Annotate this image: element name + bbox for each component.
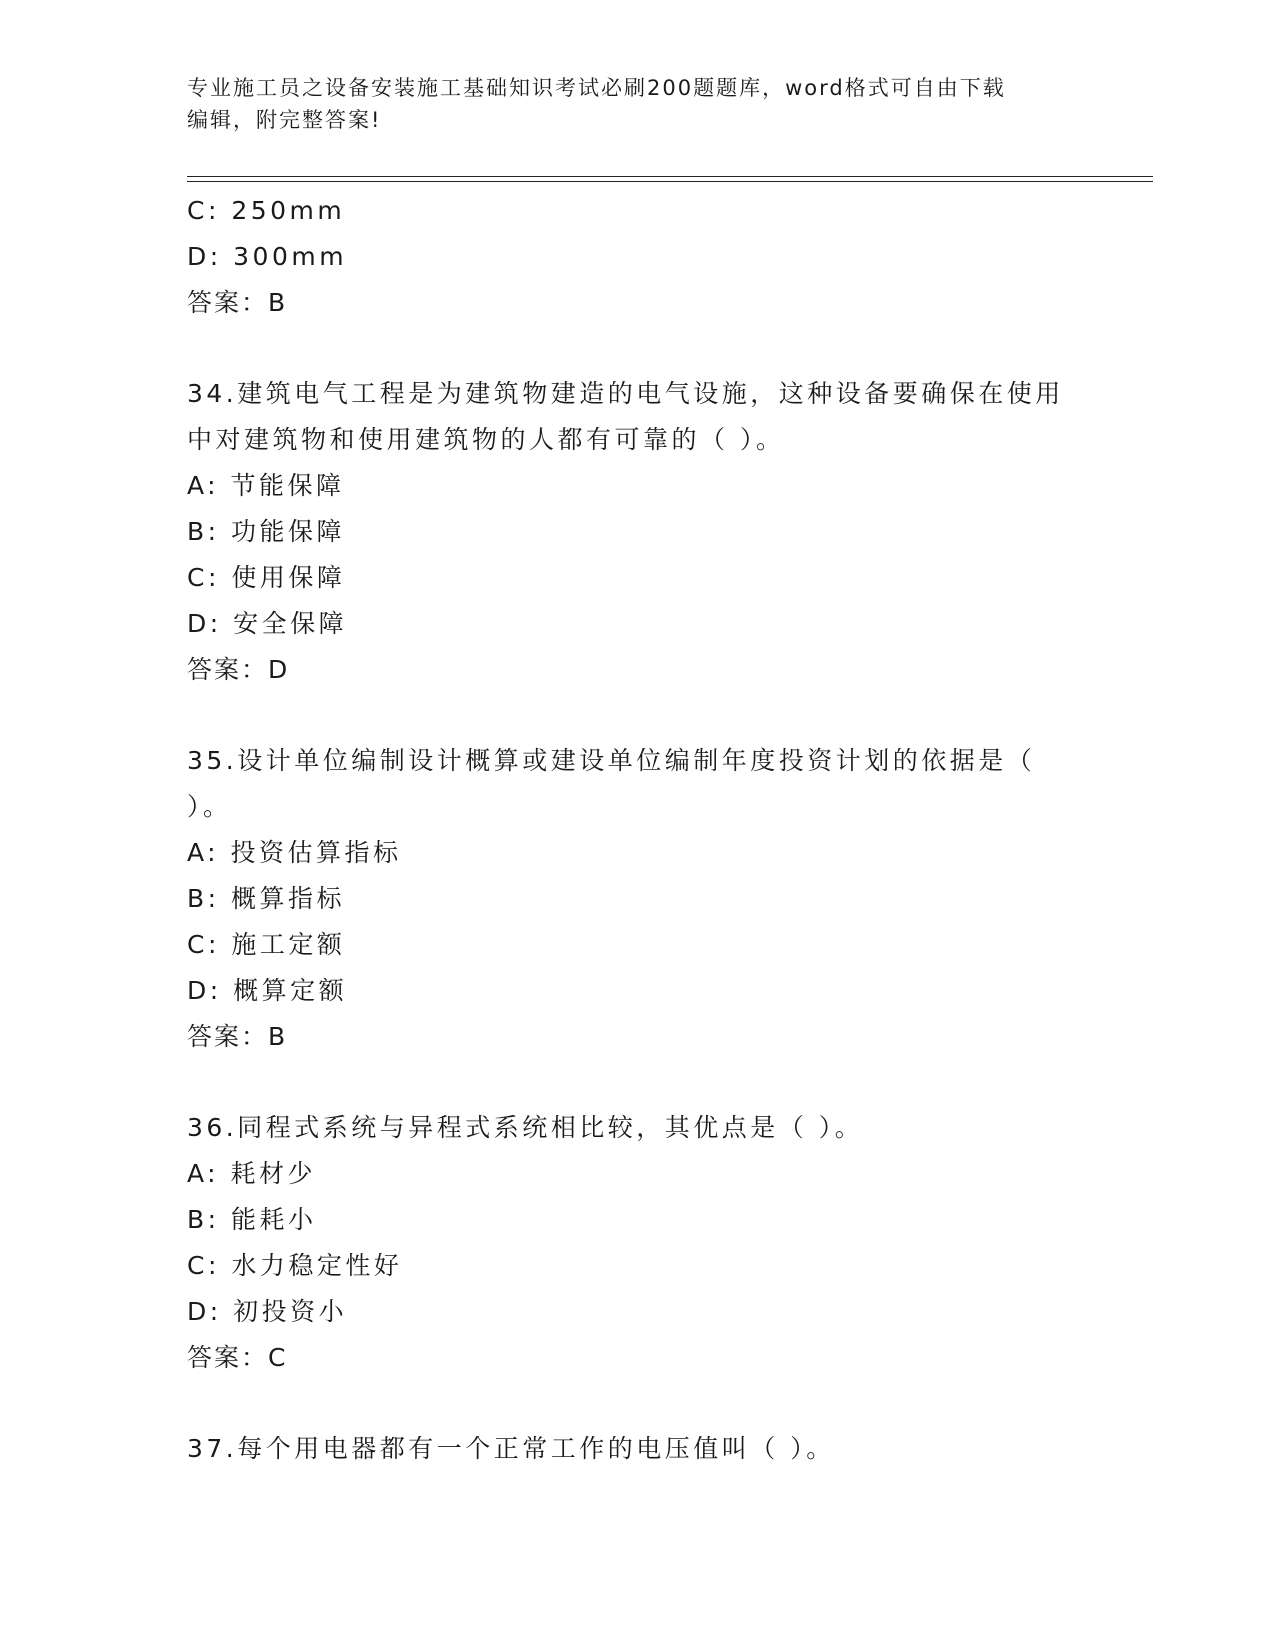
option-c: C: 250mm xyxy=(187,196,346,225)
answer-line: 答案：B xyxy=(187,1022,288,1051)
previous-question-tail xyxy=(187,188,1087,326)
answer-line: 答案：D xyxy=(187,655,290,684)
question-36 xyxy=(187,1105,1087,1381)
question-text-line: 35.设计单位编制设计概算或建设单位编制年度投资计划的依据是（ xyxy=(187,746,1036,775)
option-c: C: 水力稳定性好 xyxy=(187,1251,403,1280)
option-d: D: 300mm xyxy=(187,242,348,271)
option-b: B: 功能保障 xyxy=(187,517,346,546)
question-37 xyxy=(187,1426,1087,1472)
question-35 xyxy=(187,738,1087,1060)
header-line-1: 专业施工员之设备安装施工基础知识考试必刷200题题库，word格式可自由下载 xyxy=(187,76,1006,100)
question-text-line: ）。 xyxy=(187,792,232,821)
header-line-2: 编辑，附完整答案! xyxy=(187,108,382,132)
option-d: D: 初投资小 xyxy=(187,1297,348,1326)
header-rule-bottom xyxy=(187,181,1153,182)
option-d: D: 概算定额 xyxy=(187,976,348,1005)
question-content xyxy=(187,188,1087,1472)
question-text-line: 中对建筑物和使用建筑物的人都有可靠的（ ）。 xyxy=(187,425,785,454)
option-a: A: 耗材少 xyxy=(187,1159,317,1188)
question-text-line: 37.每个用电器都有一个正常工作的电压值叫（ ）。 xyxy=(187,1434,835,1463)
question-text-line: 36.同程式系统与异程式系统相比较，其优点是（ ）。 xyxy=(187,1113,864,1142)
answer-line: 答案：C xyxy=(187,1343,288,1372)
question-text-line: 34.建筑电气工程是为建筑物建造的电气设施，这种设备要确保在使用 xyxy=(187,379,1064,408)
answer-line: 答案：B xyxy=(187,288,288,317)
option-a: A: 节能保障 xyxy=(187,471,345,500)
document-header xyxy=(187,72,1087,136)
option-b: B: 概算指标 xyxy=(187,884,346,913)
option-c: C: 施工定额 xyxy=(187,930,346,959)
option-a: A: 投资估算指标 xyxy=(187,838,402,867)
option-b: B: 能耗小 xyxy=(187,1205,317,1234)
question-34 xyxy=(187,371,1087,693)
option-d: D: 安全保障 xyxy=(187,609,348,638)
header-rule-top xyxy=(187,176,1153,177)
option-c: C: 使用保障 xyxy=(187,563,346,592)
